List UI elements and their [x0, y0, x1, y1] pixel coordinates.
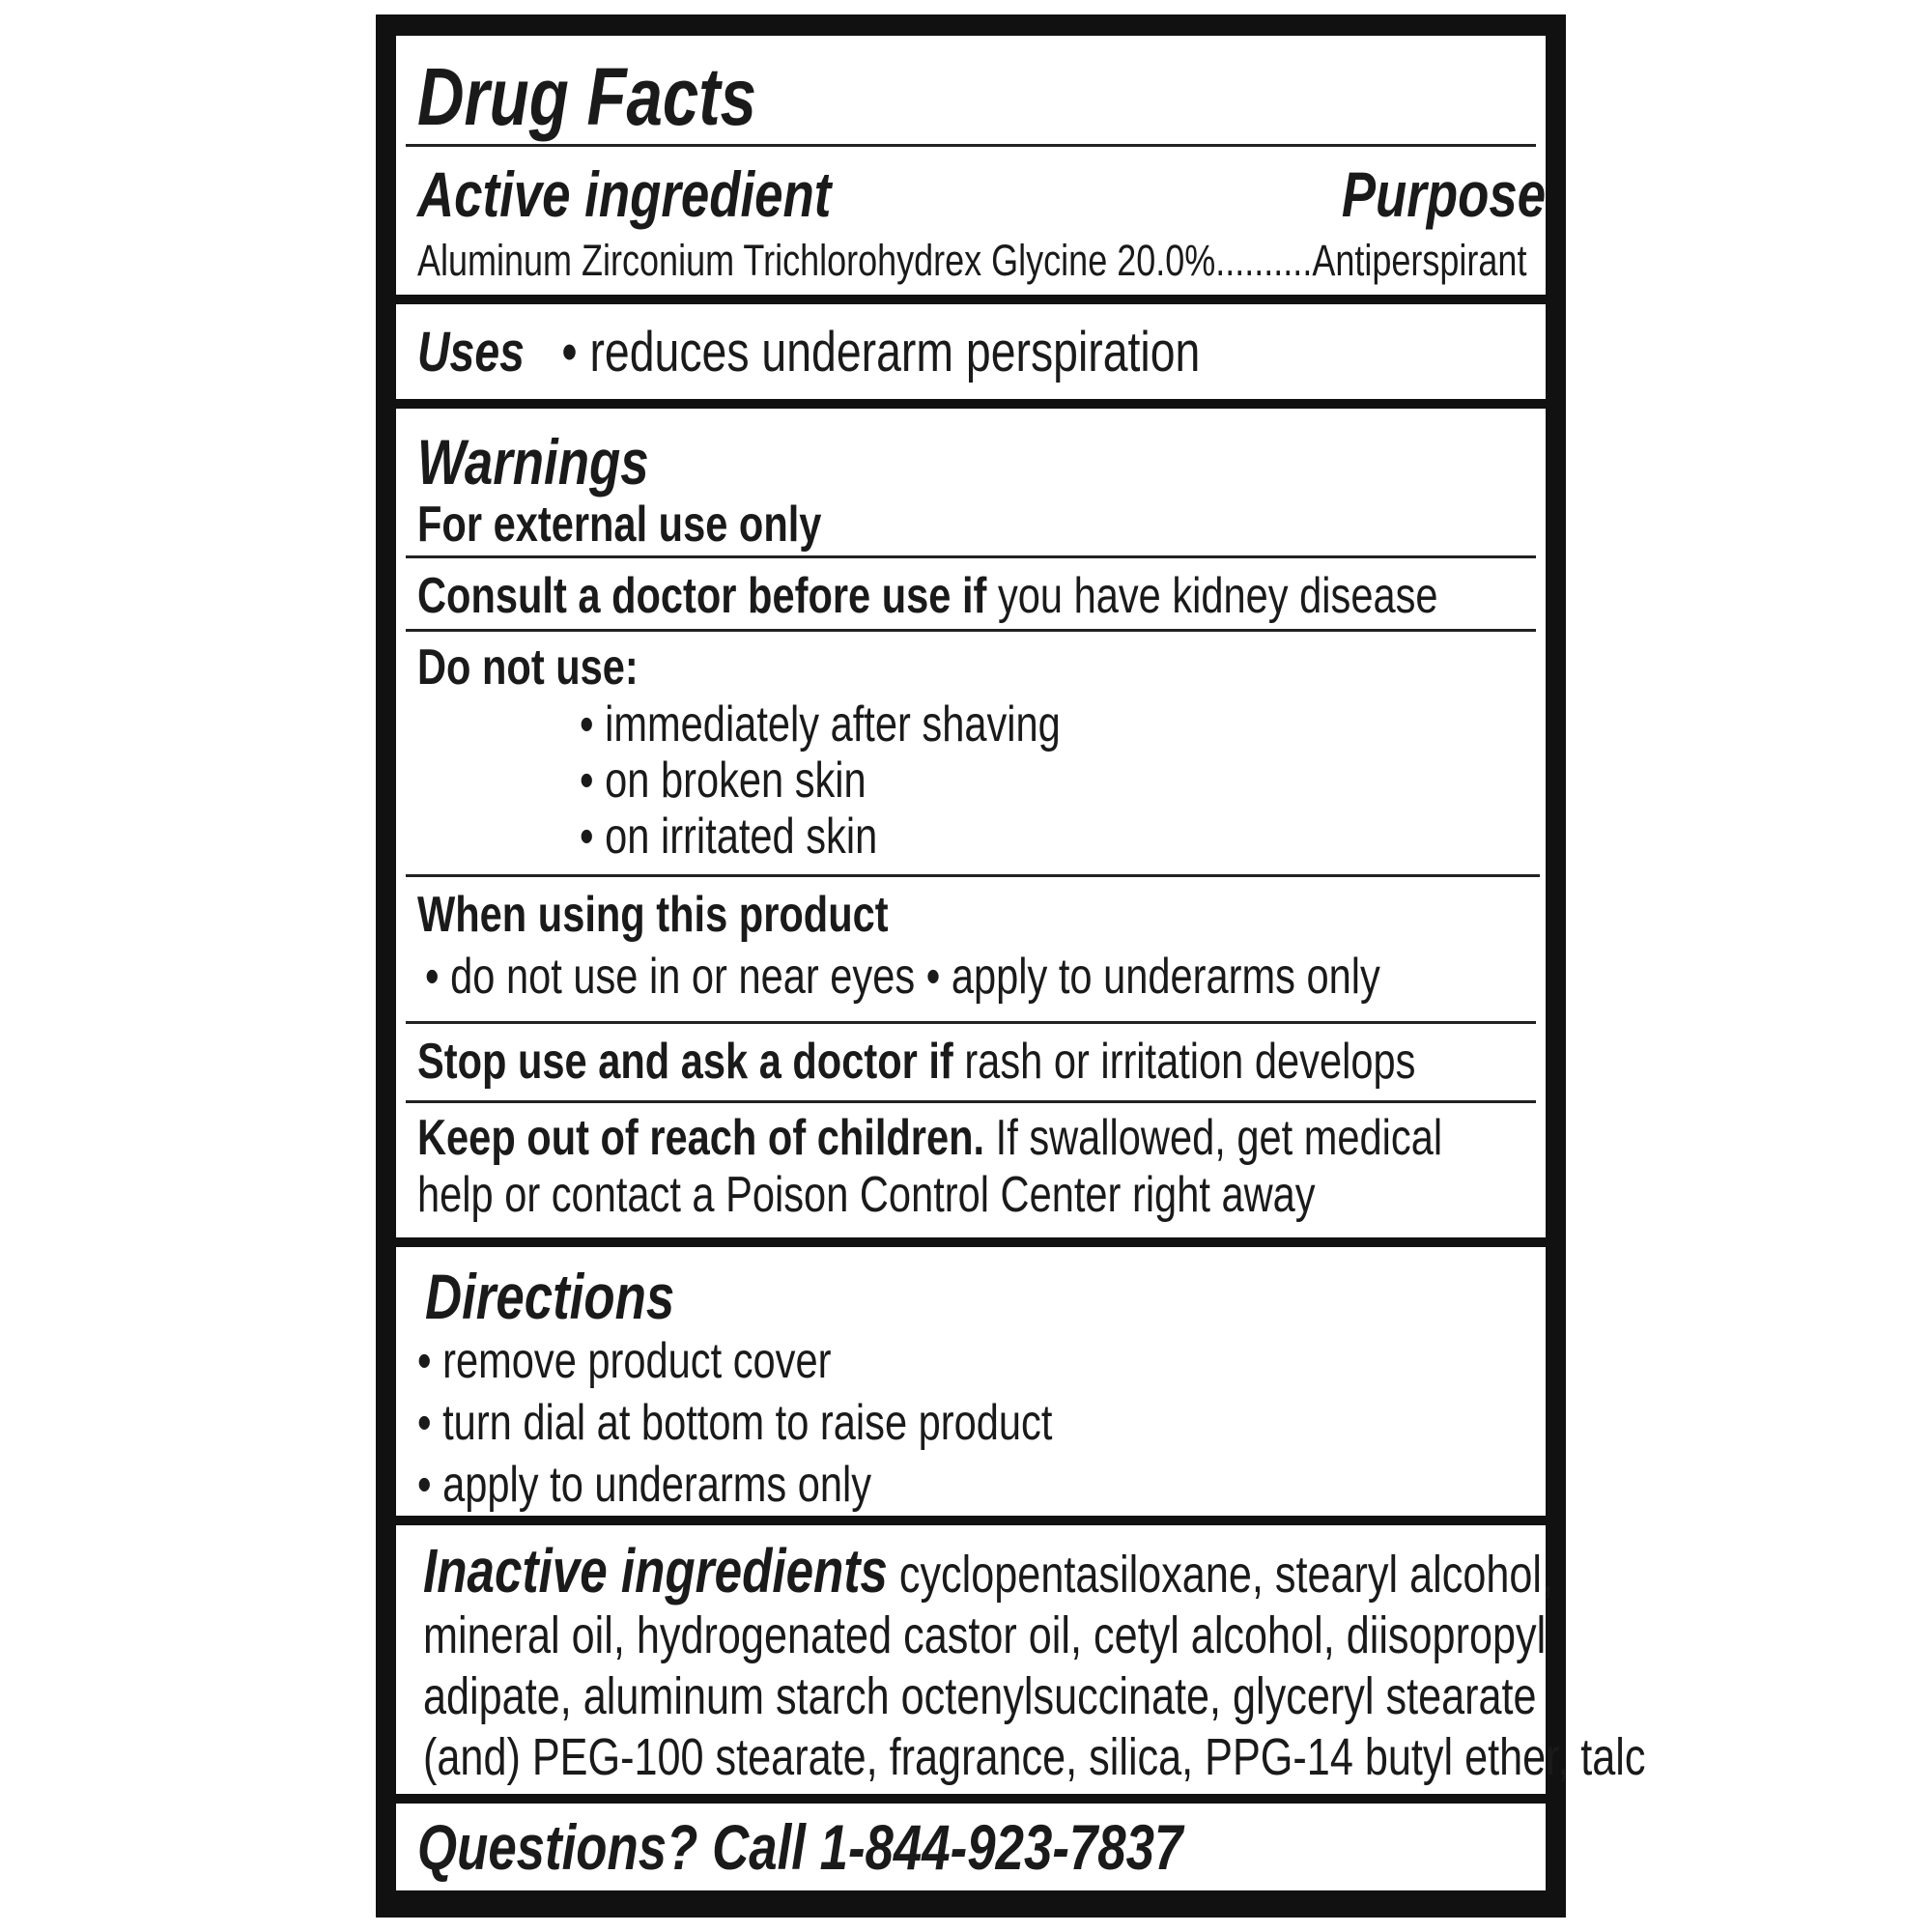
warnings-rule-2 — [406, 629, 1536, 632]
inactive-line-2: mineral oil, hydrogenated castor oil, cetyl alcohol, diisopropyl — [423, 1606, 1547, 1664]
warnings-rule-4 — [406, 1021, 1536, 1024]
active-ingredient-purpose: Antiperspirant — [1312, 236, 1527, 285]
title-rule — [406, 144, 1536, 147]
stop-bold: Stop use and ask a doctor if — [417, 1034, 953, 1090]
when-using-text: • do not use in or near eyes • apply to underarms only — [425, 949, 1380, 1005]
list-item: • on irritated skin — [580, 809, 878, 865]
active-ingredient-name: Aluminum Zirconium Trichlorohydrex Glycine 20.0%.......... — [417, 236, 1313, 285]
purpose-heading: Purpose — [1341, 158, 1547, 230]
external-use-text: For external use only — [417, 497, 822, 553]
warnings-panel — [396, 409, 1546, 1237]
warnings-rule-5 — [406, 1100, 1536, 1103]
inactive-heading: Inactive ingredients — [423, 1536, 888, 1605]
questions-panel — [396, 1804, 1546, 1890]
warnings-rule-3 — [406, 874, 1540, 877]
consult-text: you have kidney disease — [986, 568, 1438, 624]
stop-text: rash or irritation develops — [952, 1034, 1416, 1090]
inactive-line-1: cyclopentasiloxane, stearyl alcohol, — [887, 1546, 1554, 1604]
do-not-use-list — [580, 696, 1180, 865]
directions-panel — [396, 1247, 1546, 1516]
directions-heading: Directions — [425, 1261, 675, 1332]
active-ingredient-line — [417, 237, 1804, 285]
keep-text-1: If swallowed, get medical — [984, 1110, 1443, 1166]
consult-doctor-line — [417, 567, 1693, 625]
list-item: • remove product cover — [417, 1333, 832, 1389]
stop-use-line — [417, 1033, 1665, 1091]
list-item: • on broken skin — [580, 753, 867, 809]
inactive-line-3: adipate, aluminum starch octenylsuccinate, glyceryl stearate — [423, 1667, 1537, 1725]
uses-panel — [396, 304, 1546, 399]
inactive-ingredients-panel — [396, 1525, 1646, 1794]
consult-bold: Consult a doctor before use if — [417, 568, 987, 624]
list-item: • turn dial at bottom to raise product — [417, 1395, 1053, 1451]
directions-list — [417, 1330, 1211, 1516]
uses-text: • reduces underarm perspiration — [561, 321, 1201, 384]
warnings-rule-1 — [406, 555, 1536, 558]
title-text: Drug Facts — [417, 51, 756, 142]
list-item: • apply to underarms only — [417, 1457, 872, 1513]
drug-facts-label — [376, 14, 1646, 1918]
keep-text-2: help or contact a Poison Control Center right away — [417, 1167, 1316, 1223]
active-ingredient-panel — [396, 36, 1546, 295]
inactive-line-4: (and) PEG-100 stearate, fragrance, silica, PPG-14 butyl ether, talc — [423, 1728, 1646, 1786]
list-item: • immediately after shaving — [580, 696, 1061, 753]
questions-line: Questions? Call 1-844-923-7837 — [417, 1811, 1183, 1883]
keep-out-of-reach — [417, 1110, 1698, 1224]
when-using-heading: When using this product — [417, 887, 889, 943]
uses-heading: Uses — [417, 321, 525, 384]
warnings-heading: Warnings — [417, 426, 649, 497]
inactive-ingredients-text — [423, 1536, 1932, 1788]
keep-bold: Keep out of reach of children. — [417, 1110, 985, 1166]
do-not-use-heading: Do not use: — [417, 639, 639, 696]
drug-facts-title — [417, 53, 841, 140]
active-ingredient-heading: Active ingredient — [417, 158, 832, 230]
uses-line — [417, 322, 1396, 384]
